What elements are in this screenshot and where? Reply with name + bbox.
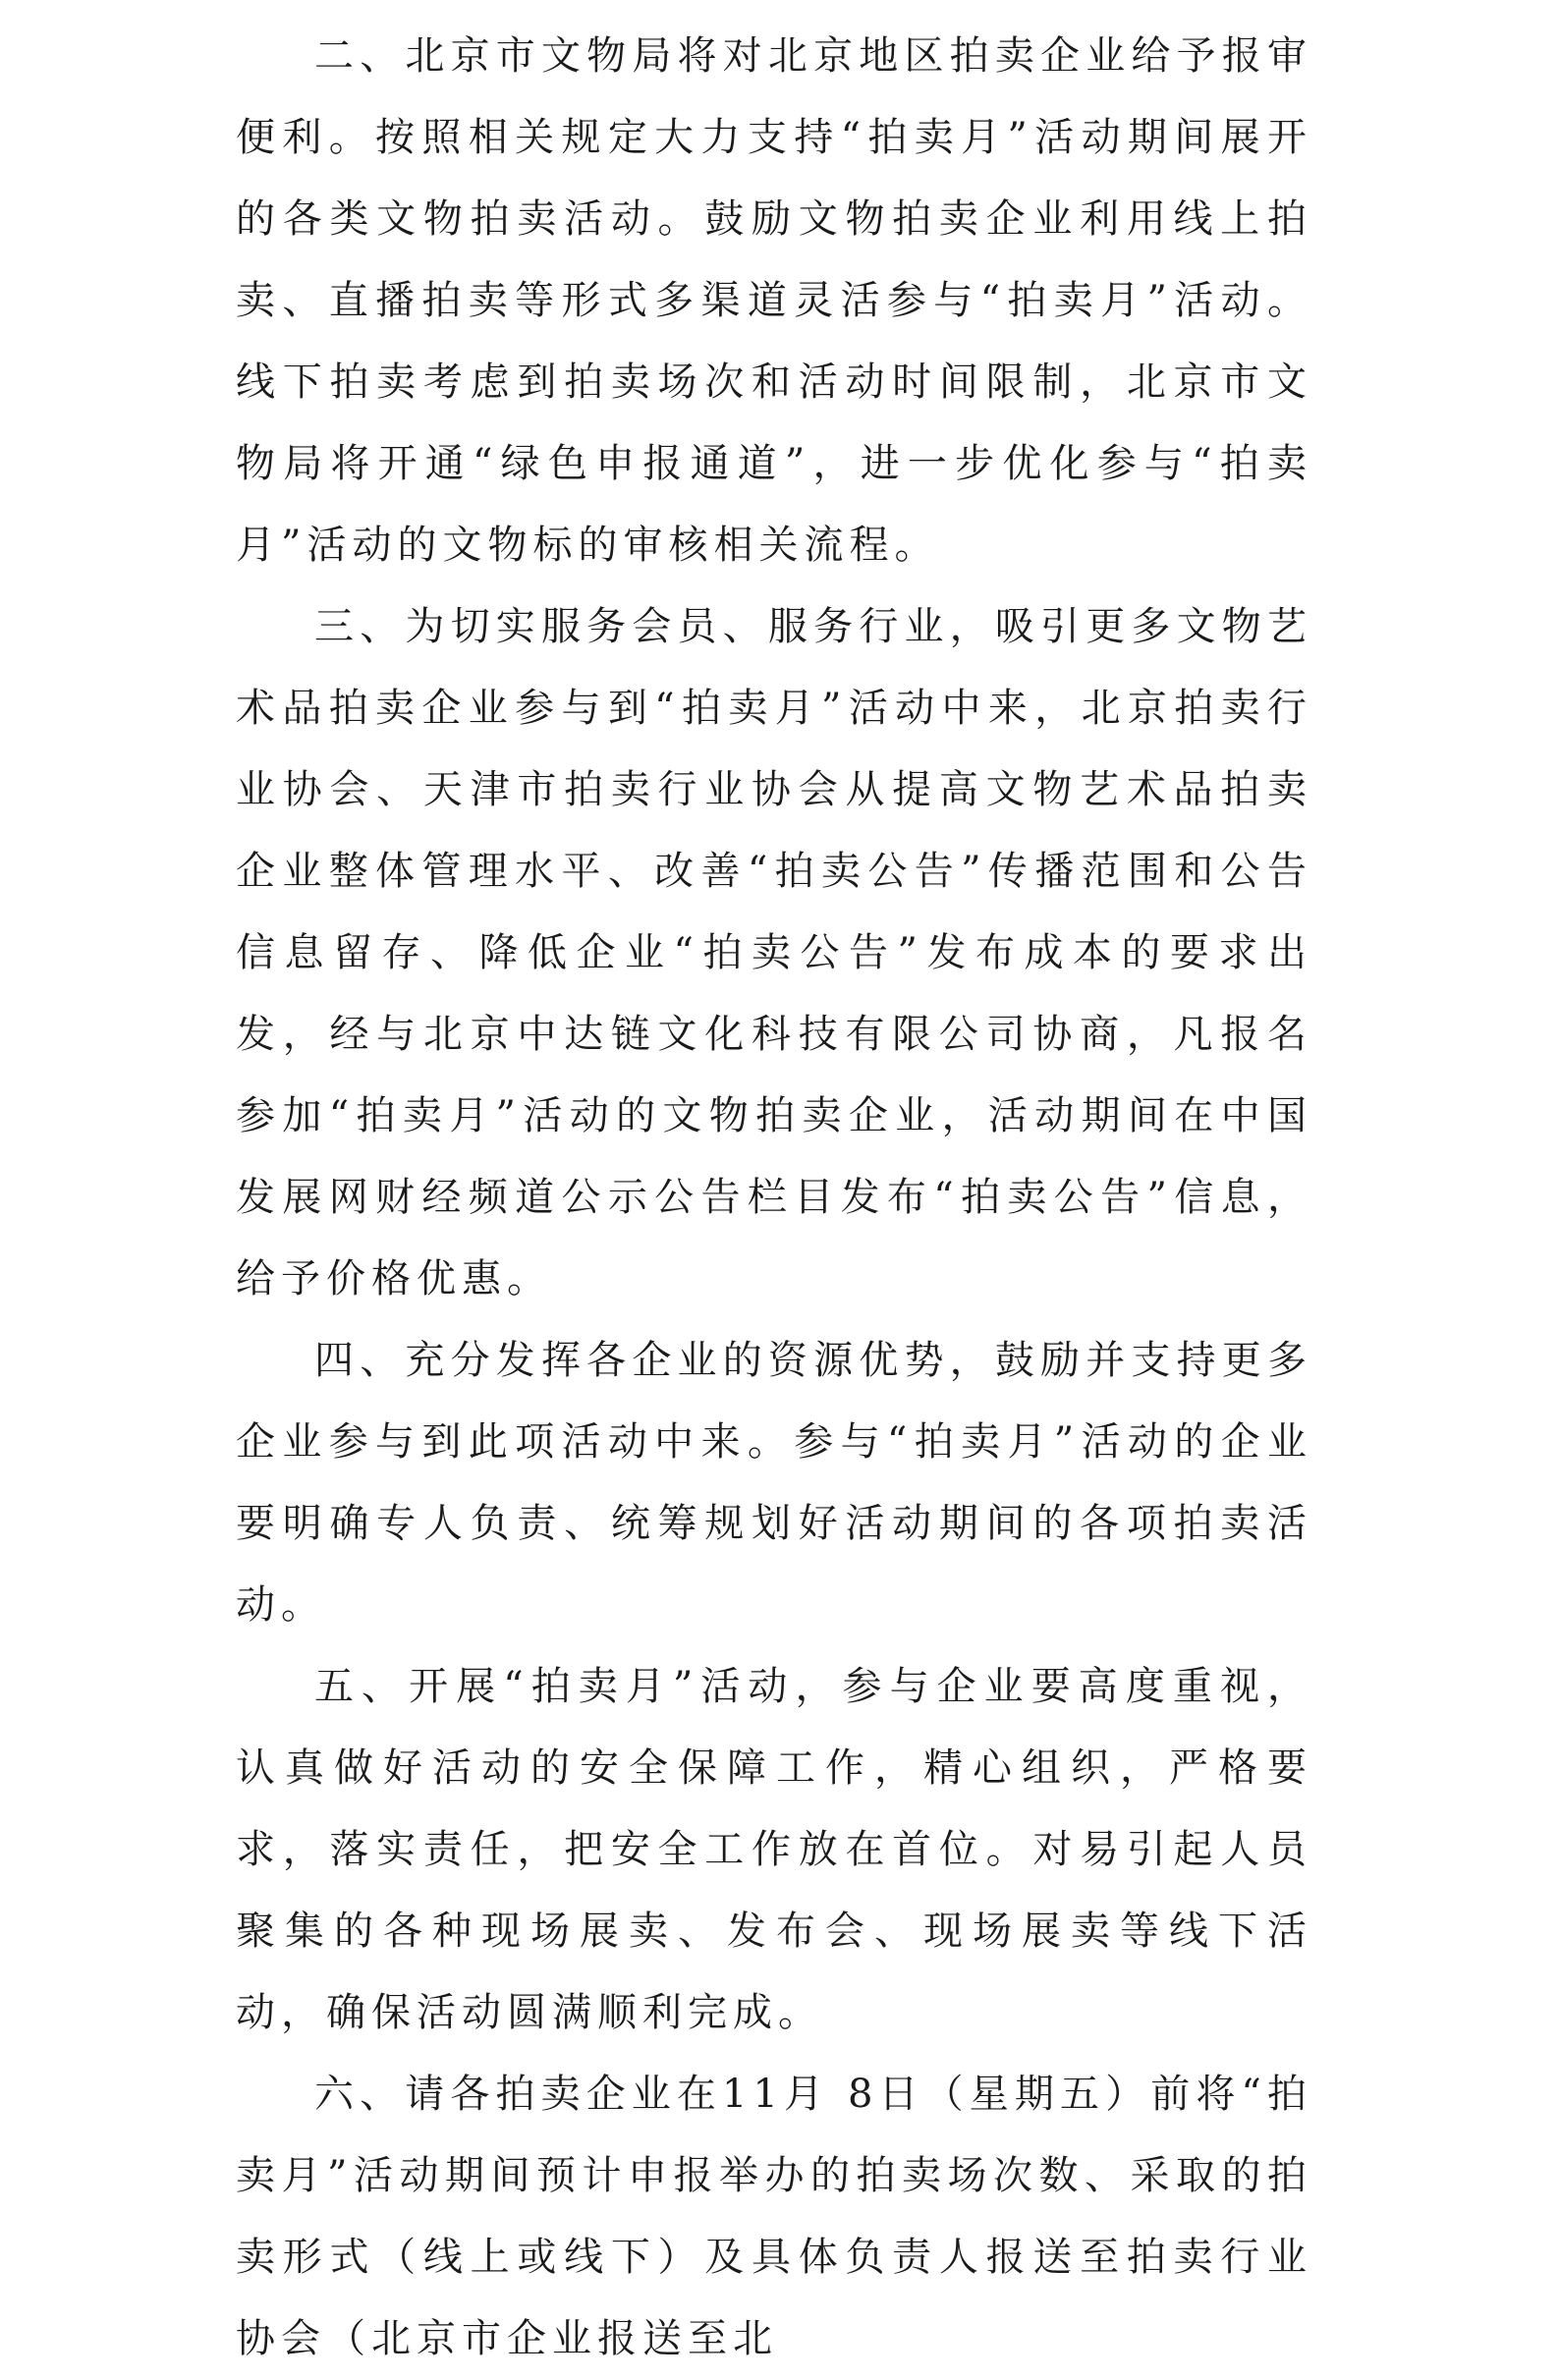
paragraph-item-3: 三、为切实服务会员、服务行业，吸引更多文物艺术品拍卖企业参与到“拍卖月”活动中来，北京拍卖行业协会、天津市拍卖行业协会从提高文物艺术品拍卖企业整体管理水平、改善“拍卖公告”传播范围和公告信息留存、降低企业“拍卖公告”发布成本的要求出发，经与北京中达链文化科技有限公司协商，凡报名参加“拍卖月”活动的文物拍卖企业，活动期间在中国发展网财经频道公示公告栏目发布“拍卖公告”信息，给予价格优惠。 (236, 604, 1312, 1301)
paragraph-item-4: 四、充分发挥各企业的资源优势，鼓励并支持更多企业参与到此项活动中来。参与“拍卖月”活动的企业要明确专人负责、统筹规划好活动期间的各项拍卖活动。 (236, 1338, 1312, 1628)
paragraph-item-6: 六、请各拍卖企业在11月 8日（星期五）前将“拍卖月”活动期间预计申报举办的拍卖场次数、采取的拍卖形式（线上或线下）及具体负责人报送至拍卖行业协会（北京市企业报送至北 (236, 2072, 1312, 2361)
document-page (236, 16, 1312, 2380)
paragraph-item-2: 二、北京市文物局将对北京地区拍卖企业给予报审便利。按照相关规定大力支持“拍卖月”活动期间展开的各类文物拍卖活动。鼓励文物拍卖企业利用线上拍卖、直播拍卖等形式多渠道灵活参与“拍卖月”活动。线下拍卖考虑到拍卖场次和活动时间限制，北京市文物局将开通“绿色申报通道”，进一步优化参与“拍卖月”活动的文物标的审核相关流程。 (236, 33, 1312, 568)
paragraph-item-5: 五、开展“拍卖月”活动，参与企业要高度重视，认真做好活动的安全保障工作，精心组织，严格要求，落实责任，把安全工作放在首位。对易引起人员聚集的各种现场展卖、发布会、现场展卖等线下活动，确保活动圆满顺利完成。 (236, 1664, 1312, 2035)
